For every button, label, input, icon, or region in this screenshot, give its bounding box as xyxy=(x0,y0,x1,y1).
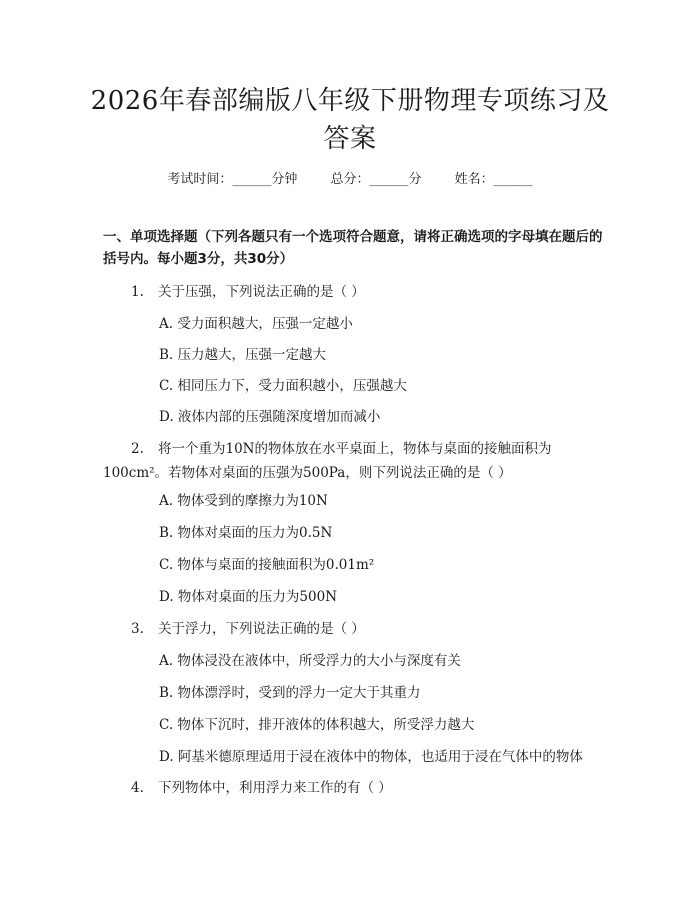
question-number: 4. xyxy=(131,780,144,796)
question-4 xyxy=(131,779,392,797)
score-unit: 分 xyxy=(408,172,422,187)
option-2d: D. 物体对桌面的压力为500N xyxy=(159,589,338,605)
option-3a: A. 物体浸没在液体中，所受浮力的大小与深度有关 xyxy=(159,653,461,669)
question-3 xyxy=(131,620,365,638)
question-number: 3. xyxy=(131,621,144,637)
exam-info-line xyxy=(0,168,700,187)
name-label: 姓名： xyxy=(454,172,494,187)
time-blank: ______ xyxy=(232,172,272,187)
option-1c: C. 相同压力下，受力面积越小，压强越大 xyxy=(159,378,407,394)
question-1 xyxy=(131,283,365,301)
option-3b: B. 物体漂浮时，受到的浮力一定大于其重力 xyxy=(159,685,421,701)
option-2a: A. 物体受到的摩擦力为10N xyxy=(159,493,328,509)
document-title: 2026年春部编版八年级下册物理专项练习及答案 xyxy=(90,86,610,154)
option-1d: D. 液体内部的压强随深度增加而减小 xyxy=(159,409,381,425)
question-text: 下列物体中，利用浮力来工作的有（ ） xyxy=(158,780,392,796)
question-text: 关于浮力，下列说法正确的是（ ） xyxy=(158,621,365,637)
option-2c: C. 物体与桌面的接触面积为0.01m² xyxy=(159,557,375,573)
section-header: 一、单项选择题（下列各题只有一个选项符合题意，请将正确选项的字母填在题后的括号内。每小题3分，共30分） xyxy=(103,229,603,267)
option-3c: C. 物体下沉时，排开液体的体积越大，所受浮力越大 xyxy=(159,717,475,733)
option-1a: A. 受力面积越大，压强一定越小 xyxy=(159,316,353,332)
question-text: 关于压强，下列说法正确的是（ ） xyxy=(158,284,365,300)
score-blank: ______ xyxy=(369,172,409,187)
time-unit: 分钟 xyxy=(271,172,298,187)
question-number: 2. xyxy=(131,441,144,457)
question-number: 1. xyxy=(131,284,144,300)
question-2 xyxy=(103,437,593,485)
option-1b: B. 压力越大，压强一定越大 xyxy=(159,347,327,363)
question-text: 将一个重为10N的物体放在水平桌面上，物体与桌面的接触面积为100cm²。若物体对桌面的压强为500Pa，则下列说法正确的是（ ） xyxy=(103,441,552,481)
name-blank: ______ xyxy=(493,172,533,187)
score-label: 总分： xyxy=(330,172,370,187)
option-3d: D. 阿基米德原理适用于浸在液体中的物体，也适用于浸在气体中的物体 xyxy=(159,749,583,765)
time-label: 考试时间： xyxy=(167,172,233,187)
option-2b: B. 物体对桌面的压力为0.5N xyxy=(159,525,333,541)
